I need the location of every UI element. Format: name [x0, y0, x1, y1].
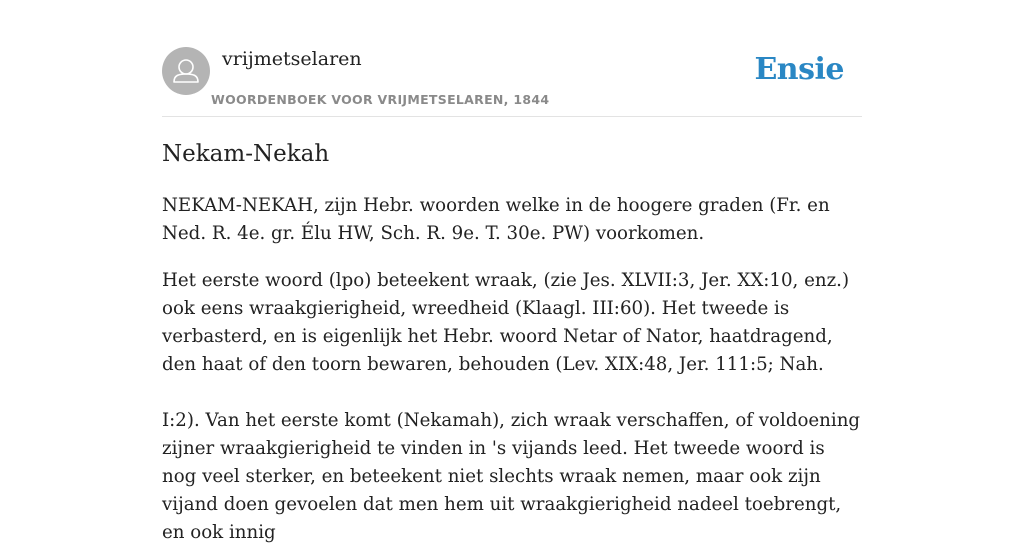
- article-paragraph: NEKAM-NEKAH, zijn Hebr. woorden welke in de hoogere graden (Fr. en Ned. R. 4e. gr. Élu HW, Sch. R. 9e. T. 30e. PW) voorkomen.: [162, 195, 830, 244]
- header: [162, 46, 862, 117]
- user-icon: [162, 47, 210, 95]
- avatar[interactable]: [162, 47, 210, 95]
- article-title: Nekam-Nekah: [162, 141, 330, 167]
- article: [162, 138, 862, 547]
- author-name[interactable]: vrijmetselaren: [222, 48, 362, 70]
- article-paragraph: Het eerste woord (lpo) beteekent wraak, (zie Jes. XLVII:3, Jer. XX:10, enz.) ook eens wraakgierigheid, wreedheid (Klaagl. III:60). Het tweede is verbasterd, en is eigenlijk het Hebr. woord Netar of Nator, haatdragend, den haat of den toorn bewaren, behouden (Lev. XIX:48, Jer. 111:5; Nah.: [162, 270, 850, 375]
- ensie-logo[interactable]: Ensie: [754, 52, 844, 87]
- source-title[interactable]: WOORDENBOEK VOOR VRIJMETSELAREN, 1844: [211, 92, 550, 107]
- article-paragraph: I:2). Van het eerste komt (Nekamah), zich wraak verschaffen, of voldoening zijner wraakgierigheid te vinden in 's vijands leed. Het tweede woord is nog veel sterker, en beteekent niet slechts wraak nemen, maar ook zijn vijand doen gevoelen dat men hem uit wraakgierigheid nadeel toebrengt, en ook innig: [162, 410, 861, 543]
